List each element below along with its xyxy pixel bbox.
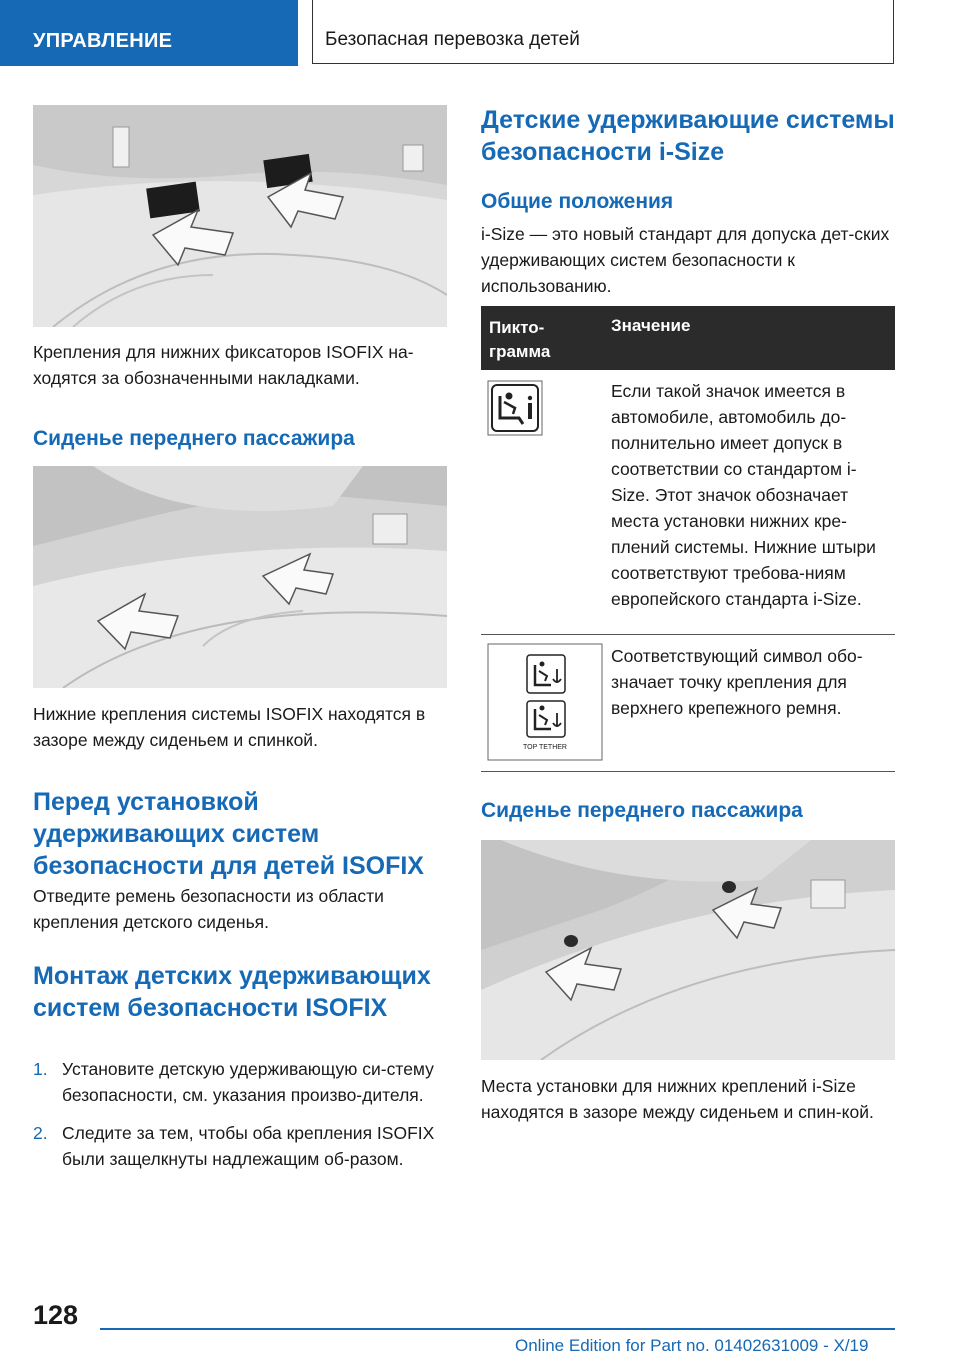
row-description: Если такой значок имеется в автомобиле, автомобиль до-полнительно имеет допуск в соответствии со стандартом i-Size. Этот значок обозначает места установки нижних кре-плений системы. Нижние штыри соответствуют требова-ниям европейского стандарта i-Size. [611, 381, 876, 609]
rear-seat-isofix-photo [33, 105, 447, 327]
page-number: 128 [33, 1300, 79, 1330]
step-text: Установите детскую удерживающую си-стему безопасности, см. указания произво-дителя. [62, 1059, 434, 1105]
front-seat-isize-photo [481, 840, 895, 1060]
front-seat-isofix-photo [33, 466, 447, 688]
text-general: i-Size — это новый стандарт для допуска дет-ских удерживающих систем безопасности к использованию. [481, 224, 890, 296]
list-item [33, 1056, 447, 1108]
step-text: Следите за тем, чтобы оба крепления ISOFIX были защелкнуты надлежащим об-разом. [62, 1123, 435, 1169]
table-row [481, 635, 895, 772]
heading-isize: Детские удерживающие системы безопасности i-Size [481, 106, 895, 166]
list-item [33, 1120, 447, 1172]
section-title: УПРАВЛЕНИЕ [0, 0, 298, 66]
caption-front-isofix: Нижние крепления системы ISOFIX находятся в зазоре между сиденьем и спинкой. [33, 704, 426, 750]
isize-seat-icon [487, 380, 543, 441]
pictogram-table [481, 306, 895, 772]
row-description: Соответствующий символ обо-значает точку крепления для верхнего крепежного ремня. [611, 646, 863, 718]
page-header [0, 0, 960, 66]
step-number: 1. [33, 1059, 48, 1079]
heading-before-install: Перед установкой удерживающих систем безопасности для детей ISOFIX [33, 788, 424, 880]
heading-front-seat-left: Сиденье переднего пассажира [33, 427, 355, 450]
top-tether-icon [487, 643, 603, 766]
table-header [481, 306, 895, 370]
table-row [481, 370, 895, 635]
top-tether-label: TOP TETHER [523, 744, 567, 751]
heading-general: Общие положения [481, 190, 674, 213]
heading-front-seat-right: Сиденье переднего пассажира [481, 799, 803, 822]
step-number: 2. [33, 1123, 48, 1143]
edition-note: Online Edition for Part no. 01402631009 - X/19 [515, 1336, 869, 1355]
text-before-install: Отведите ремень безопасности из области крепления детского сиденья. [33, 886, 384, 932]
heading-mount-isofix: Монтаж детских удерживающих систем безопасности ISOFIX [33, 962, 431, 1022]
caption-rear-isofix: Крепления для нижних фиксаторов ISOFIX на-ходятся за обозначенными накладками. [33, 342, 414, 388]
caption-isize: Места установки для нижних креплений i-Size находятся в зазоре между сиденьем и спин-кой. [481, 1076, 874, 1122]
footer-divider [100, 1328, 895, 1330]
column-header-pictogram: Пикто-грамма [489, 318, 551, 361]
chapter-title: Безопасная перевозка детей [312, 0, 894, 64]
mount-steps-list [33, 1056, 447, 1184]
column-header-meaning: Значение [611, 316, 691, 335]
